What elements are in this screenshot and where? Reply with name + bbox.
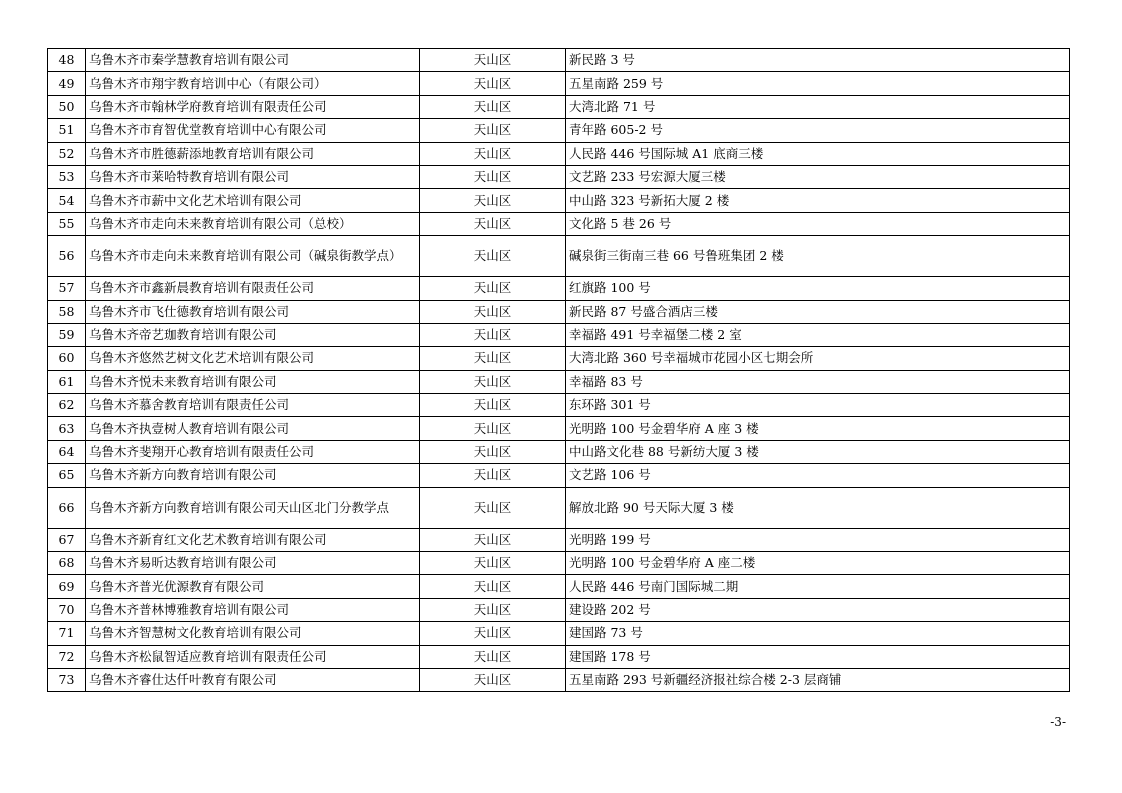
district: 天山区 (420, 236, 566, 277)
table-row (48, 277, 1070, 300)
row-number: 52 (48, 142, 86, 165)
district: 天山区 (420, 464, 566, 487)
table-row (48, 464, 1070, 487)
table-row (48, 189, 1070, 212)
row-number: 71 (48, 622, 86, 645)
row-number: 53 (48, 165, 86, 188)
district: 天山区 (420, 440, 566, 463)
address: 人民路 446 号南门国际城二期 (566, 575, 1070, 598)
table-row (48, 370, 1070, 393)
address: 文化路 5 巷 26 号 (566, 212, 1070, 235)
institution-name: 乌鲁木齐新育红文化艺术教育培训有限公司 (86, 528, 420, 551)
district: 天山区 (420, 622, 566, 645)
row-number: 49 (48, 72, 86, 95)
district: 天山区 (420, 528, 566, 551)
institution-name: 乌鲁木齐帝艺珈教育培训有限公司 (86, 323, 420, 346)
address: 碱泉街三街南三巷 66 号鲁班集团 2 楼 (566, 236, 1070, 277)
address: 红旗路 100 号 (566, 277, 1070, 300)
table-row (48, 323, 1070, 346)
address: 幸福路 491 号幸福堡二楼 2 室 (566, 323, 1070, 346)
row-number: 73 (48, 668, 86, 691)
district: 天山区 (420, 347, 566, 370)
institution-name: 乌鲁木齐市胜德薪添地教育培训有限公司 (86, 142, 420, 165)
institution-name: 乌鲁木齐市翰林学府教育培训有限责任公司 (86, 95, 420, 118)
row-number: 72 (48, 645, 86, 668)
district: 天山区 (420, 165, 566, 188)
table-row (48, 165, 1070, 188)
address: 光明路 100 号金碧华府 A 座二楼 (566, 552, 1070, 575)
address: 建国路 73 号 (566, 622, 1070, 645)
district: 天山区 (420, 300, 566, 323)
institution-table (47, 48, 1070, 692)
address: 光明路 100 号金碧华府 A 座 3 楼 (566, 417, 1070, 440)
district: 天山区 (420, 417, 566, 440)
table-row (48, 300, 1070, 323)
district: 天山区 (420, 668, 566, 691)
row-number: 51 (48, 119, 86, 142)
table-row (48, 119, 1070, 142)
table-row (48, 72, 1070, 95)
institution-name: 乌鲁木齐市薪中文化艺术培训有限公司 (86, 189, 420, 212)
row-number: 55 (48, 212, 86, 235)
table-row (48, 668, 1070, 691)
table-row (48, 487, 1070, 528)
row-number: 70 (48, 598, 86, 621)
row-number: 48 (48, 49, 86, 72)
district: 天山区 (420, 323, 566, 346)
institution-name: 乌鲁木齐执壹树人教育培训有限公司 (86, 417, 420, 440)
district: 天山区 (420, 189, 566, 212)
row-number: 69 (48, 575, 86, 598)
district: 天山区 (420, 72, 566, 95)
district: 天山区 (420, 119, 566, 142)
table-row (48, 236, 1070, 277)
institution-name: 乌鲁木齐易昕达教育培训有限公司 (86, 552, 420, 575)
row-number: 62 (48, 394, 86, 417)
row-number: 57 (48, 277, 86, 300)
row-number: 60 (48, 347, 86, 370)
address: 文艺路 233 号宏源大厦三楼 (566, 165, 1070, 188)
institution-name: 乌鲁木齐悦未来教育培训有限公司 (86, 370, 420, 393)
page-number: -3- (1050, 715, 1066, 729)
row-number: 56 (48, 236, 86, 277)
address: 幸福路 83 号 (566, 370, 1070, 393)
address: 解放北路 90 号天际大厦 3 楼 (566, 487, 1070, 528)
address: 新民路 87 号盛合酒店三楼 (566, 300, 1070, 323)
district: 天山区 (420, 142, 566, 165)
address: 新民路 3 号 (566, 49, 1070, 72)
table-row (48, 49, 1070, 72)
table-row (48, 347, 1070, 370)
table-row (48, 622, 1070, 645)
address: 东环路 301 号 (566, 394, 1070, 417)
address: 建设路 202 号 (566, 598, 1070, 621)
table-row (48, 598, 1070, 621)
address: 青年路 605-2 号 (566, 119, 1070, 142)
table-row (48, 212, 1070, 235)
institution-name: 乌鲁木齐悠然艺树文化艺术培训有限公司 (86, 347, 420, 370)
address: 光明路 199 号 (566, 528, 1070, 551)
table-row (48, 645, 1070, 668)
institution-name: 乌鲁木齐市飞仕德教育培训有限公司 (86, 300, 420, 323)
district: 天山区 (420, 598, 566, 621)
row-number: 64 (48, 440, 86, 463)
table-row (48, 95, 1070, 118)
table-row (48, 417, 1070, 440)
row-number: 58 (48, 300, 86, 323)
table-row (48, 552, 1070, 575)
table-body (48, 49, 1070, 692)
institution-name: 乌鲁木齐市鑫新晨教育培训有限责任公司 (86, 277, 420, 300)
address: 五星南路 259 号 (566, 72, 1070, 95)
district: 天山区 (420, 487, 566, 528)
row-number: 54 (48, 189, 86, 212)
row-number: 50 (48, 95, 86, 118)
row-number: 65 (48, 464, 86, 487)
institution-name: 乌鲁木齐新方向教育培训有限公司天山区北门分教学点 (86, 487, 420, 528)
district: 天山区 (420, 645, 566, 668)
district: 天山区 (420, 370, 566, 393)
institution-name: 乌鲁木齐新方向教育培训有限公司 (86, 464, 420, 487)
institution-name: 乌鲁木齐市走向未来教育培训有限公司（碱泉街教学点） (86, 236, 420, 277)
institution-name: 乌鲁木齐市莱哈特教育培训有限公司 (86, 165, 420, 188)
district: 天山区 (420, 49, 566, 72)
row-number: 67 (48, 528, 86, 551)
table-row (48, 142, 1070, 165)
district: 天山区 (420, 575, 566, 598)
district: 天山区 (420, 394, 566, 417)
address: 大湾北路 360 号幸福城市花园小区七期会所 (566, 347, 1070, 370)
address: 文艺路 106 号 (566, 464, 1070, 487)
row-number: 68 (48, 552, 86, 575)
address: 五星南路 293 号新疆经济报社综合楼 2-3 层商铺 (566, 668, 1070, 691)
address: 大湾北路 71 号 (566, 95, 1070, 118)
row-number: 63 (48, 417, 86, 440)
address: 建国路 178 号 (566, 645, 1070, 668)
table-row (48, 394, 1070, 417)
institution-name: 乌鲁木齐普林博雅教育培训有限公司 (86, 598, 420, 621)
district: 天山区 (420, 212, 566, 235)
address: 中山路 323 号新拓大厦 2 楼 (566, 189, 1070, 212)
row-number: 66 (48, 487, 86, 528)
institution-name: 乌鲁木齐睿仕达仟叶教育有限公司 (86, 668, 420, 691)
district: 天山区 (420, 277, 566, 300)
row-number: 59 (48, 323, 86, 346)
district: 天山区 (420, 552, 566, 575)
institution-name: 乌鲁木齐斐翔开心教育培训有限责任公司 (86, 440, 420, 463)
institution-name: 乌鲁木齐普光优源教育有限公司 (86, 575, 420, 598)
table-row (48, 440, 1070, 463)
institution-name: 乌鲁木齐松鼠智适应教育培训有限责任公司 (86, 645, 420, 668)
address: 人民路 446 号国际城 A1 底商三楼 (566, 142, 1070, 165)
row-number: 61 (48, 370, 86, 393)
table-row (48, 575, 1070, 598)
institution-name: 乌鲁木齐市翔宇教育培训中心（有限公司） (86, 72, 420, 95)
address: 中山路文化巷 88 号新纺大厦 3 楼 (566, 440, 1070, 463)
institution-name: 乌鲁木齐市秦学慧教育培训有限公司 (86, 49, 420, 72)
institution-name: 乌鲁木齐智慧树文化教育培训有限公司 (86, 622, 420, 645)
institution-name: 乌鲁木齐市育智优堂教育培训中心有限公司 (86, 119, 420, 142)
district: 天山区 (420, 95, 566, 118)
institution-name: 乌鲁木齐慕舍教育培训有限责任公司 (86, 394, 420, 417)
institution-name: 乌鲁木齐市走向未来教育培训有限公司（总校） (86, 212, 420, 235)
table-row (48, 528, 1070, 551)
